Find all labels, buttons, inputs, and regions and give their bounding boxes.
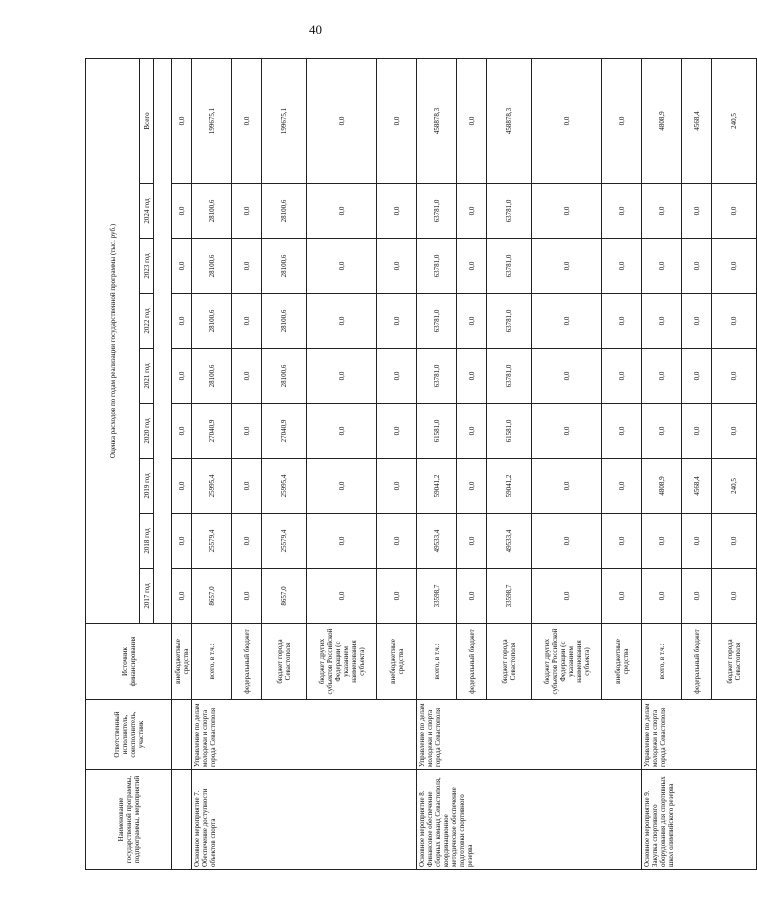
year-value: 0,0 xyxy=(532,184,602,239)
header-year: 2021 год xyxy=(140,349,154,404)
budget-table xyxy=(85,58,757,870)
funding-source: бюджет города Севастополя xyxy=(487,624,532,700)
year-value: 0,0 xyxy=(172,239,192,294)
year-value: 0,0 xyxy=(712,569,757,624)
year-value: 28100,6 xyxy=(192,184,232,239)
year-value: 0,0 xyxy=(172,569,192,624)
year-value: 0,0 xyxy=(172,404,192,459)
year-value: 0,0 xyxy=(712,404,757,459)
funding-source: бюджет других субъектов Российской Федерации (с указанием наименования субъекта) xyxy=(307,624,377,700)
year-value: 0,0 xyxy=(642,184,682,239)
year-value: 59041,2 xyxy=(487,459,532,514)
year-value: 0,0 xyxy=(307,404,377,459)
measure-name: Основное мероприятие 9. Закупка спортивного оборудования для спортивных школ олимпийского резерва xyxy=(642,770,757,870)
year-value: 0,0 xyxy=(232,514,262,569)
year-value: 0,0 xyxy=(232,404,262,459)
year-value: 25579,4 xyxy=(192,514,232,569)
year-value: 0,0 xyxy=(712,514,757,569)
header-year: 2024 год xyxy=(140,184,154,239)
year-value: 8657,0 xyxy=(192,569,232,624)
year-value: 0,0 xyxy=(642,404,682,459)
header-executor: Ответственный исполнитель, соисполнитель, участник xyxy=(86,700,172,770)
year-value: 0,0 xyxy=(682,239,712,294)
year-value: 0,0 xyxy=(712,294,757,349)
header-name: Наименование государственной программы, подпрограммы, мероприятий xyxy=(86,770,172,870)
year-value: 0,0 xyxy=(457,294,487,349)
year-value: 0,0 xyxy=(377,294,417,349)
year-value: 61581,0 xyxy=(487,404,532,459)
year-value: 0,0 xyxy=(232,459,262,514)
header-total: Всего xyxy=(140,58,154,183)
year-value: 0,0 xyxy=(457,349,487,404)
header-year: 2017 год xyxy=(140,569,154,624)
year-value: 0,0 xyxy=(532,569,602,624)
year-value: 28100,6 xyxy=(262,294,307,349)
funding-source: бюджет города Севастополя xyxy=(712,624,757,700)
year-value: 0,0 xyxy=(532,294,602,349)
year-value: 0,0 xyxy=(602,569,642,624)
executor-name: Управление по делам молодежи и спорта города Севастополя xyxy=(417,700,642,770)
year-value: 0,0 xyxy=(307,514,377,569)
year-value: 0,0 xyxy=(602,349,642,404)
year-value: 33598,7 xyxy=(487,569,532,624)
year-value: 0,0 xyxy=(712,184,757,239)
year-value: 0,0 xyxy=(172,294,192,349)
year-value: 0,0 xyxy=(642,569,682,624)
measure-name xyxy=(172,770,192,870)
funding-source: федеральный бюджет xyxy=(457,624,487,700)
year-value: 63781,0 xyxy=(487,239,532,294)
year-value: 0,0 xyxy=(377,459,417,514)
year-value: 63781,0 xyxy=(487,294,532,349)
year-value: 61581,0 xyxy=(417,404,457,459)
header-year: 2018 год xyxy=(140,514,154,569)
year-value: 0,0 xyxy=(532,404,602,459)
funding-source: внебюджетные средства xyxy=(377,624,417,700)
year-value: 0,0 xyxy=(457,404,487,459)
table-row xyxy=(172,58,192,869)
year-value: 0,0 xyxy=(377,184,417,239)
year-value: 0,0 xyxy=(642,349,682,404)
year-value: 4808,9 xyxy=(642,459,682,514)
total-value: 4568,4 xyxy=(682,58,712,183)
year-value: 0,0 xyxy=(682,294,712,349)
table-row xyxy=(192,58,232,869)
header-source: Источник финансирования xyxy=(86,624,172,700)
year-value: 0,0 xyxy=(712,349,757,404)
total-value: 0,0 xyxy=(377,58,417,183)
total-value: 0,0 xyxy=(172,58,192,183)
year-value: 28100,6 xyxy=(262,239,307,294)
funding-source: всего, в т.ч.: xyxy=(642,624,682,700)
year-value: 25995,4 xyxy=(192,459,232,514)
funding-source: всего, в т.ч.: xyxy=(192,624,232,700)
year-value: 0,0 xyxy=(232,239,262,294)
year-value: 63781,0 xyxy=(417,349,457,404)
year-value: 0,0 xyxy=(307,569,377,624)
year-value: 0,0 xyxy=(377,239,417,294)
year-value: 28100,6 xyxy=(262,349,307,404)
year-value: 28100,6 xyxy=(192,349,232,404)
header-year: 2020 год xyxy=(140,404,154,459)
total-value: 4808,9 xyxy=(642,58,682,183)
total-value: 240,5 xyxy=(712,58,757,183)
header-estimate: Оценка расходов по годам реализации государственной программы (тыс. руб.) xyxy=(86,58,140,623)
year-value: 0,0 xyxy=(307,294,377,349)
year-value: 27040,9 xyxy=(262,404,307,459)
total-value: 0,0 xyxy=(602,58,642,183)
total-value: 0,0 xyxy=(457,58,487,183)
year-value: 63781,0 xyxy=(417,294,457,349)
year-value: 0,0 xyxy=(307,239,377,294)
year-value: 27040,9 xyxy=(192,404,232,459)
year-value: 0,0 xyxy=(232,569,262,624)
year-value: 0,0 xyxy=(377,349,417,404)
year-value: 0,0 xyxy=(602,404,642,459)
year-value: 0,0 xyxy=(172,184,192,239)
year-value: 4568,4 xyxy=(682,459,712,514)
year-value: 0,0 xyxy=(172,349,192,404)
total-value: 199675,1 xyxy=(192,58,232,183)
year-value: 0,0 xyxy=(642,514,682,569)
year-value: 25579,4 xyxy=(262,514,307,569)
year-value: 0,0 xyxy=(682,184,712,239)
header-year: 2023 год xyxy=(140,239,154,294)
year-value: 0,0 xyxy=(602,514,642,569)
total-value: 458878,3 xyxy=(487,58,532,183)
total-value: 458878,3 xyxy=(417,58,457,183)
year-value: 0,0 xyxy=(377,404,417,459)
year-value: 28100,6 xyxy=(192,294,232,349)
year-value: 49533,4 xyxy=(487,514,532,569)
funding-source: бюджет других субъектов Российской Федерации (с указанием наименования субъекта) xyxy=(532,624,602,700)
year-value: 0,0 xyxy=(682,514,712,569)
measure-name: Основное мероприятие 8. Финансовое обеспечение сборных команд Севастополя, координационное методическое обеспечение подготовки спортивного резерва xyxy=(417,770,642,870)
table-row xyxy=(417,58,457,869)
year-value: 0,0 xyxy=(457,459,487,514)
measure-name: Основное мероприятие 7. Обеспечение доступности объектов спорта xyxy=(192,770,417,870)
year-value: 0,0 xyxy=(457,514,487,569)
funding-source: внебюджетные средства xyxy=(172,624,192,700)
year-value: 59041,2 xyxy=(417,459,457,514)
year-value: 0,0 xyxy=(602,294,642,349)
total-value: 0,0 xyxy=(307,58,377,183)
year-value: 63781,0 xyxy=(487,349,532,404)
year-value: 0,0 xyxy=(172,514,192,569)
total-value: 0,0 xyxy=(532,58,602,183)
total-value: 0,0 xyxy=(232,58,262,183)
year-value: 0,0 xyxy=(377,569,417,624)
year-value: 0,0 xyxy=(457,239,487,294)
header-year: 2019 год xyxy=(140,459,154,514)
year-value: 0,0 xyxy=(307,184,377,239)
executor-name: Управление по делам молодежи и спорта города Севастополя xyxy=(192,700,417,770)
year-value: 0,0 xyxy=(232,294,262,349)
year-value: 0,0 xyxy=(602,184,642,239)
year-value: 240,5 xyxy=(712,459,757,514)
year-value: 63781,0 xyxy=(487,184,532,239)
executor-name xyxy=(172,700,192,770)
year-value: 0,0 xyxy=(712,239,757,294)
rotated-budget-table xyxy=(85,59,742,870)
funding-source: внебюджетные средства xyxy=(602,624,642,700)
funding-source: федеральный бюджет xyxy=(682,624,712,700)
header-year: 2022 год xyxy=(140,294,154,349)
table-row xyxy=(642,58,682,869)
table-body xyxy=(172,58,757,869)
year-value: 28100,6 xyxy=(192,239,232,294)
year-value: 0,0 xyxy=(307,349,377,404)
year-value: 0,0 xyxy=(307,459,377,514)
funding-source: всего, в т.ч.: xyxy=(417,624,457,700)
year-value: 0,0 xyxy=(642,239,682,294)
year-value: 0,0 xyxy=(682,569,712,624)
year-value: 49533,4 xyxy=(417,514,457,569)
year-value: 0,0 xyxy=(532,239,602,294)
year-value: 63781,0 xyxy=(417,239,457,294)
year-value: 25995,4 xyxy=(262,459,307,514)
year-value: 0,0 xyxy=(642,294,682,349)
year-value: 0,0 xyxy=(232,349,262,404)
year-value: 0,0 xyxy=(457,184,487,239)
year-value: 0,0 xyxy=(602,239,642,294)
year-value: 0,0 xyxy=(602,459,642,514)
year-value: 0,0 xyxy=(682,404,712,459)
year-value: 33598,7 xyxy=(417,569,457,624)
year-value: 0,0 xyxy=(457,569,487,624)
year-value: 0,0 xyxy=(532,514,602,569)
year-value: 0,0 xyxy=(532,349,602,404)
year-value: 28100,6 xyxy=(262,184,307,239)
year-value: 0,0 xyxy=(232,184,262,239)
funding-source: бюджет города Севастополя xyxy=(262,624,307,700)
year-value: 63781,0 xyxy=(417,184,457,239)
page-number: 40 xyxy=(309,22,322,37)
year-value: 0,0 xyxy=(172,459,192,514)
funding-source: федеральный бюджет xyxy=(232,624,262,700)
year-value: 0,0 xyxy=(532,459,602,514)
executor-name: Управление по делам молодежи и спорта города Севастополя xyxy=(642,700,757,770)
total-value: 199675,1 xyxy=(262,58,307,183)
year-value: 8657,0 xyxy=(262,569,307,624)
year-value: 0,0 xyxy=(377,514,417,569)
year-value: 0,0 xyxy=(682,349,712,404)
